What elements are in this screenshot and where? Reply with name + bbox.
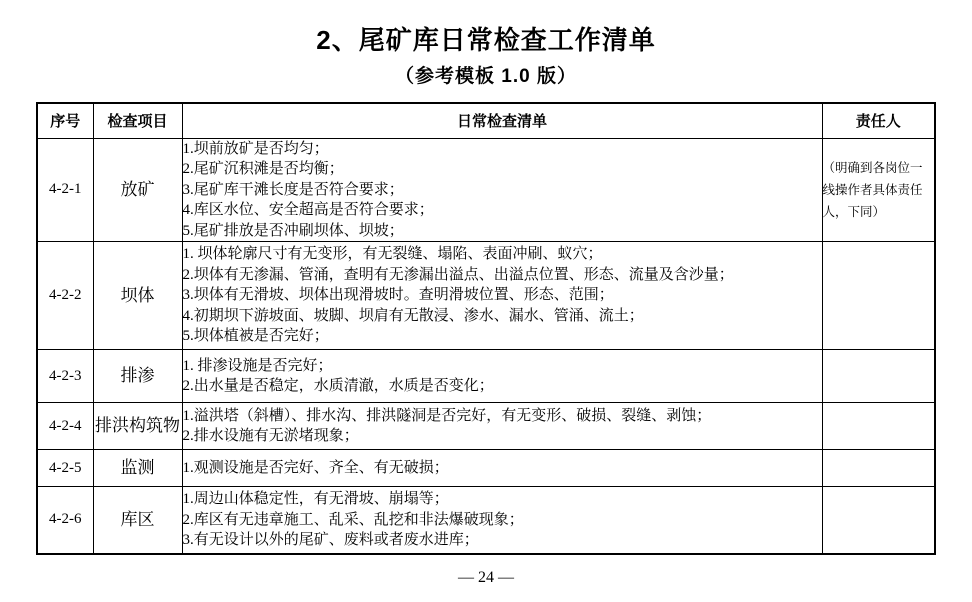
cell-responsible: （明确到各岗位一线操作者具体责任人，下同）: [822, 138, 935, 242]
checklist-line: 1.周边山体稳定性，有无滑坡、崩塌等；: [182, 491, 449, 507]
cell-responsible: [822, 242, 935, 350]
header-checklist: 日常检查清单: [182, 103, 822, 138]
cell-index: 4-2-4: [37, 403, 93, 450]
cell-responsible: [822, 350, 935, 403]
cell-index: 4-2-1: [37, 138, 93, 242]
cell-item: 库区: [93, 487, 182, 554]
cell-item: 放矿: [93, 138, 182, 242]
checklist-line: 3.尾矿库干滩长度是否符合要求；: [182, 181, 404, 198]
table-row-4-2-4: [37, 403, 935, 450]
checklist-line: 4.库区水位、安全超高是否符合要求；: [182, 202, 434, 218]
cell-checklist: [182, 487, 822, 554]
table-row-4-2-6: [37, 487, 935, 554]
cell-checklist: [182, 138, 822, 242]
checklist-line: 2.库区有无违章施工、乱采、乱挖和非法爆破现象；: [182, 511, 524, 528]
cell-checklist: [182, 403, 822, 450]
inspection-table: [36, 102, 936, 555]
checklist-line: 4.初期坝下游坡面、坡脚、坝肩有无散浸、渗水、漏水、管涌、流土；: [182, 307, 644, 324]
cell-item: 坝体: [93, 242, 182, 350]
table-row-4-2-5: [37, 450, 935, 487]
table-row-4-2-3: [37, 350, 935, 403]
header-item: 检查项目: [93, 103, 182, 138]
cell-responsible: [822, 450, 935, 487]
table-row-4-2-1: [37, 138, 935, 242]
checklist-line: 1.观测设施是否完好、齐全、有无破损；: [182, 459, 449, 476]
header-responsible: 责任人: [822, 103, 935, 138]
page-subtitle: （参考模板 1.0 版）: [395, 66, 577, 87]
page-number: — 24 —: [458, 568, 514, 586]
checklist-line: 3.有无设计以外的尾矿、废料或者废水进库；: [182, 532, 479, 548]
cell-index: 4-2-2: [37, 242, 93, 350]
checklist-line: 1.坝前放矿是否均匀；: [182, 140, 329, 157]
checklist-line: 2.坝体有无渗漏、管涌，查明有无渗漏出溢点、出溢点位置、形态、流量及含沙量；: [182, 266, 734, 283]
cell-index: 4-2-3: [37, 350, 93, 403]
header-index: 序号: [37, 103, 93, 138]
checklist-line: 2.出水量是否稳定，水质清澈，水质是否变化；: [182, 378, 494, 394]
cell-index: 4-2-5: [37, 450, 93, 487]
checklist-line: 3.坝体有无滑坡、坝体出现滑坡时。查明滑坡位置、形态、范围；: [182, 287, 614, 304]
checklist-line: 2.排水设施有无淤堵现象；: [182, 428, 359, 444]
page-title: 2、尾矿库日常检查工作清单: [316, 25, 656, 55]
checklist-line: 2.尾矿沉积滩是否均衡；: [182, 161, 344, 177]
cell-checklist: [182, 450, 822, 487]
cell-responsible: [822, 487, 935, 554]
checklist-line: 5.坝体植被是否完好；: [182, 328, 329, 345]
checklist-line: 1. 坝体轮廓尺寸有无变形，有无裂缝、塌陷、表面冲刷、蚁穴；: [182, 246, 603, 263]
cell-checklist: [182, 350, 822, 403]
checklist-line: 5.尾矿排放是否冲刷坝体、坝坡；: [182, 222, 404, 239]
cell-item: 监测: [93, 450, 182, 487]
cell-checklist: [182, 242, 822, 350]
checklist-line: 1.溢洪塔（斜槽）、排水沟、排洪隧洞是否完好，有无变形、破损、裂缝、剥蚀；: [182, 407, 712, 424]
checklist-line: 1. 排渗设施是否完好；: [182, 357, 333, 374]
cell-item: 排渗: [93, 350, 182, 403]
table-header-row: [37, 103, 935, 138]
cell-responsible: [822, 403, 935, 450]
table-row-4-2-2: [37, 242, 935, 350]
cell-index: 4-2-6: [37, 487, 93, 554]
cell-item: 排洪构筑物: [93, 403, 182, 450]
